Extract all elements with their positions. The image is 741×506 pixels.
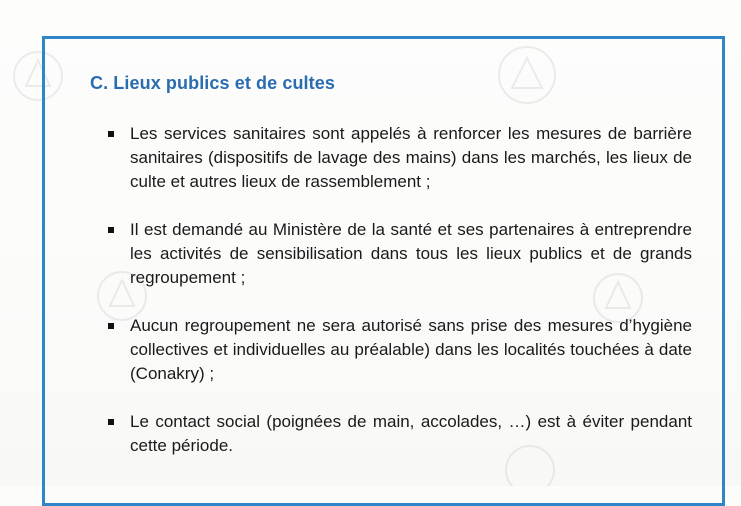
list-item (102, 122, 692, 194)
list-item (102, 314, 692, 386)
square-bullet-icon (108, 131, 114, 137)
measures-list (102, 122, 692, 482)
list-item (102, 218, 692, 290)
square-bullet-icon (108, 227, 114, 233)
section-title: C. Lieux publics et de cultes (90, 73, 335, 93)
list-item-text: Les services sanitaires sont appelés à renforcer les mesures de barrière sanitaires (dispositifs de lavage des mains) dans les marchés, les lieux de culte et autres lieux de rassemblement ; (130, 124, 692, 191)
square-bullet-icon (108, 419, 114, 425)
list-item-text: Aucun regroupement ne sera autorisé sans prise des mesures d’hygiène collectives et individuelles au préalable) dans les localités touchées à date (Conakry) ; (130, 316, 692, 383)
square-bullet-icon (108, 323, 114, 329)
list-item (102, 410, 692, 458)
list-item-text: Le contact social (poignées de main, accolades, …) est à éviter pendant cette période. (130, 412, 692, 455)
list-item-text: Il est demandé au Ministère de la santé et ses partenaires à entreprendre les activités de sensibilisation dans tous les lieux publics et de grands regroupement ; (130, 220, 692, 287)
